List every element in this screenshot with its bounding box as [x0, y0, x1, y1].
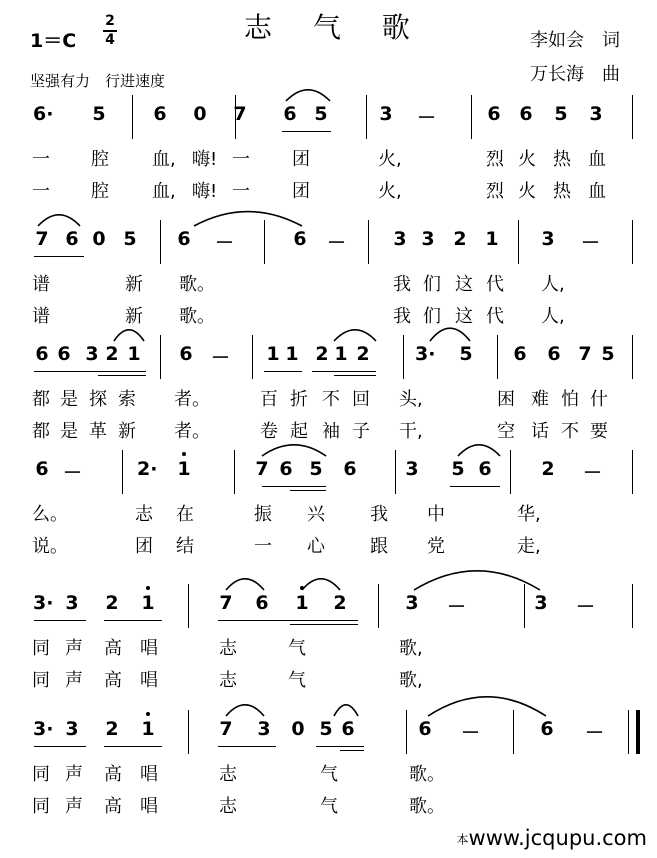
- beam-underline: [262, 486, 326, 487]
- jianpu-note: 3: [65, 718, 79, 740]
- jianpu-note: 1: [485, 228, 499, 250]
- slur: [114, 330, 144, 341]
- lyric-verse1: 气: [320, 764, 338, 785]
- jianpu-note: 1: [127, 343, 141, 365]
- barline: [160, 220, 161, 264]
- jianpu-note: 2: [315, 343, 329, 365]
- slur: [286, 90, 330, 101]
- jianpu-note: 6: [279, 458, 293, 480]
- lyric-verse2: 歌,: [399, 670, 423, 691]
- jianpu-note: －: [63, 462, 83, 484]
- lyric-verse2: 气: [288, 670, 306, 691]
- lyric-verse2: 同: [32, 670, 50, 691]
- lyric-verse2: 人,: [541, 306, 565, 327]
- lyric-verse1: 气: [288, 638, 306, 659]
- jianpu-note: 3: [421, 228, 435, 250]
- lyric-verse2: 高: [104, 670, 122, 691]
- slur: [226, 705, 264, 716]
- slur: [334, 330, 376, 341]
- jianpu-note: 0: [92, 228, 106, 250]
- jianpu-note: 6: [177, 228, 191, 250]
- lyric-verse2: 团: [135, 536, 153, 557]
- barline: [252, 335, 253, 379]
- barline: [378, 584, 379, 628]
- lyric-verse1: 一: [32, 149, 50, 170]
- lyric-verse1: 这: [455, 274, 473, 295]
- barline: [513, 710, 514, 754]
- jianpu-note: 2: [105, 592, 119, 614]
- lyric-verse1: 火,: [378, 149, 402, 170]
- barline: [403, 335, 404, 379]
- lyric-verse1: 我: [393, 274, 411, 295]
- jianpu-note: 2: [356, 343, 370, 365]
- lyric-verse1: 声: [65, 764, 83, 785]
- beam-underline: [34, 371, 146, 372]
- octave-dot: [300, 586, 304, 590]
- time-signature-top: 2: [105, 13, 115, 29]
- lyric-verse2: 血,: [152, 181, 176, 202]
- barline: [518, 220, 519, 264]
- lyric-verse1: 都: [32, 389, 50, 410]
- jianpu-note: 6: [547, 343, 561, 365]
- key-signature: 1＝C: [30, 30, 77, 52]
- barline: [632, 335, 633, 379]
- lyric-verse1: 一: [232, 149, 250, 170]
- jianpu-note: 6: [35, 343, 49, 365]
- jianpu-note: 3: [393, 228, 407, 250]
- jianpu-note: 1: [334, 343, 348, 365]
- beam-underline: [218, 746, 276, 747]
- time-signature-bottom: 4: [105, 32, 115, 48]
- lyric-verse1: 振: [254, 504, 272, 525]
- jianpu-note: 5: [459, 343, 473, 365]
- jianpu-note: 2: [105, 718, 119, 740]
- lyric-verse2: 说。: [32, 536, 68, 557]
- jianpu-note: －: [583, 462, 603, 484]
- barline: [235, 95, 236, 139]
- lyric-verse1: 志: [219, 764, 237, 785]
- lyric-verse1: 声: [65, 638, 83, 659]
- jianpu-note: 6: [478, 458, 492, 480]
- lyric-verse2: 起: [290, 421, 308, 442]
- lyric-verse1: 什: [590, 389, 608, 410]
- lyric-verse2: 热: [553, 181, 571, 202]
- octave-dot: [182, 452, 186, 456]
- jianpu-note: 2: [333, 592, 347, 614]
- octave-dot: [146, 586, 150, 590]
- jianpu-note: －: [581, 232, 601, 254]
- jianpu-note: 1: [141, 592, 155, 614]
- beam-underline: [34, 746, 86, 747]
- lyric-verse1: 中: [427, 504, 445, 525]
- lyric-verse2: 党: [427, 536, 445, 557]
- lyric-verse2: 代: [486, 306, 504, 327]
- lyric-verse1: 志: [219, 638, 237, 659]
- jianpu-note: 2: [105, 343, 119, 365]
- lyric-verse1: 索: [118, 389, 136, 410]
- jianpu-note: －: [417, 107, 437, 129]
- beam-underline: [104, 746, 162, 747]
- slur: [194, 212, 302, 226]
- jianpu-note: 3·: [415, 343, 436, 365]
- lyric-verse2: 火,: [378, 181, 402, 202]
- slur: [458, 445, 500, 456]
- lyric-verse1: 人,: [541, 274, 565, 295]
- beam-underline: [340, 750, 364, 751]
- jianpu-note: 6: [343, 458, 357, 480]
- octave-dot: [146, 712, 150, 716]
- lyric-verse2: 们: [423, 306, 441, 327]
- jianpu-note: 2·: [137, 458, 158, 480]
- barline: [632, 220, 633, 264]
- barline: [188, 584, 189, 628]
- lyric-verse2: 唱: [140, 670, 158, 691]
- jianpu-note: 6: [487, 103, 501, 125]
- lyric-verse1: 兴: [307, 504, 325, 525]
- barline: [395, 450, 396, 494]
- lyric-verse1: 怕: [561, 389, 579, 410]
- lyric-verse1: 团: [292, 149, 310, 170]
- barline: [188, 710, 189, 754]
- lyric-verse2: 一: [32, 181, 50, 202]
- lyric-verse2: 烈: [486, 181, 504, 202]
- jianpu-note: 1: [141, 718, 155, 740]
- lyric-verse2: 一: [254, 536, 272, 557]
- beam-underline: [316, 746, 364, 747]
- jianpu-note: 5: [451, 458, 465, 480]
- jianpu-note: 1: [285, 343, 299, 365]
- lyric-verse1: 同: [32, 638, 50, 659]
- jianpu-note: 6: [255, 592, 269, 614]
- lyric-verse2: 志: [219, 670, 237, 691]
- lyric-verse1: 同: [32, 764, 50, 785]
- jianpu-note: 2: [541, 458, 555, 480]
- lyric-verse2: 同: [32, 796, 50, 817]
- lyric-verse1: 歌,: [399, 638, 423, 659]
- jianpu-note: 3: [65, 592, 79, 614]
- lyric-verse1: 者。: [174, 389, 210, 410]
- lyric-verse2: 不: [561, 421, 579, 442]
- composer-credit: 万长海 曲: [530, 64, 620, 85]
- slur: [430, 328, 470, 341]
- barline: [368, 220, 369, 264]
- jianpu-note: 5: [319, 718, 333, 740]
- lyric-verse1: 新: [125, 274, 143, 295]
- barline: [632, 95, 633, 139]
- lyric-verse1: 歌。: [409, 764, 445, 785]
- jianpu-note: 6·: [33, 103, 54, 125]
- slur: [414, 571, 540, 590]
- beam-underline: [218, 620, 358, 621]
- barline: [497, 335, 498, 379]
- lyric-verse2: 高: [104, 796, 122, 817]
- jianpu-note: 2: [453, 228, 467, 250]
- jianpu-note: 6: [65, 228, 79, 250]
- lyric-verse2: 革: [89, 421, 107, 442]
- lyric-verse2: 血: [588, 181, 606, 202]
- barline: [471, 95, 472, 139]
- lyric-verse1: 嗨!: [192, 149, 218, 170]
- barline: [366, 95, 367, 139]
- beam-underline: [98, 375, 146, 376]
- jianpu-note: 5: [92, 103, 106, 125]
- jianpu-note: 0: [291, 718, 305, 740]
- jianpu-note: 6: [283, 103, 297, 125]
- jianpu-note: 5: [309, 458, 323, 480]
- jianpu-note: 3: [379, 103, 393, 125]
- lyric-verse1: 头,: [399, 389, 423, 410]
- jianpu-note: 6: [540, 718, 554, 740]
- slur: [334, 705, 358, 716]
- lyric-verse1: 不: [322, 389, 340, 410]
- lyric-verse1: 血: [588, 149, 606, 170]
- jianpu-note: 3: [534, 592, 548, 614]
- lyric-verse2: 结: [176, 536, 194, 557]
- barline: [524, 584, 525, 628]
- barline: [406, 710, 407, 754]
- jianpu-note: 3: [257, 718, 271, 740]
- jianpu-note: 6: [513, 343, 527, 365]
- beam-underline: [450, 486, 500, 487]
- lyric-verse1: 么。: [32, 504, 68, 525]
- barline: [132, 95, 133, 139]
- lyric-verse1: 高: [104, 638, 122, 659]
- jianpu-note: 3: [589, 103, 603, 125]
- lyric-verse1: 代: [486, 274, 504, 295]
- jianpu-note: 6: [57, 343, 71, 365]
- jianpu-note: 6: [418, 718, 432, 740]
- jianpu-note: 3: [405, 592, 419, 614]
- jianpu-note: 5: [554, 103, 568, 125]
- lyric-verse2: 团: [292, 181, 310, 202]
- barline: [632, 450, 633, 494]
- jianpu-note: 3·: [33, 592, 54, 614]
- beam-underline: [282, 131, 331, 132]
- lyric-verse2: 都: [32, 421, 50, 442]
- lyric-verse2: 志: [219, 796, 237, 817]
- slur: [428, 697, 546, 716]
- lyric-verse1: 志: [135, 504, 153, 525]
- barline: [264, 220, 265, 264]
- lyric-verse2: 话: [531, 421, 549, 442]
- final-barline: [636, 710, 640, 754]
- barline: [628, 710, 629, 754]
- lyric-verse2: 心: [307, 536, 325, 557]
- jianpu-note: －: [447, 596, 467, 618]
- song-title: 志 气 歌: [244, 11, 426, 44]
- jianpu-note: 6: [179, 343, 193, 365]
- beam-underline: [34, 620, 86, 621]
- jianpu-note: 3·: [33, 718, 54, 740]
- lyric-verse2: 卷: [260, 421, 278, 442]
- lyric-verse2: 袖: [322, 421, 340, 442]
- jianpu-note: 3: [541, 228, 555, 250]
- lyric-verse1: 烈: [486, 149, 504, 170]
- watermark-prefix: 本: [456, 832, 469, 847]
- lyric-verse1: 折: [290, 389, 308, 410]
- barline: [510, 450, 511, 494]
- lyric-verse1: 唱: [140, 764, 158, 785]
- jianpu-note: 7: [233, 103, 247, 125]
- lyric-verse1: 难: [531, 389, 549, 410]
- barline: [632, 584, 633, 628]
- time-signature: [102, 14, 118, 48]
- barline: [234, 450, 235, 494]
- jianpu-note: 7: [578, 343, 592, 365]
- lyric-verse1: 困: [497, 389, 515, 410]
- lyric-verse2: 走,: [517, 536, 541, 557]
- slur: [38, 215, 80, 226]
- slur: [226, 579, 264, 590]
- jianpu-note: －: [576, 596, 596, 618]
- lyric-verse2: 跟: [370, 536, 388, 557]
- lyric-verse1: 火: [518, 149, 536, 170]
- lyric-verse2: 干,: [399, 421, 423, 442]
- lyric-verse1: 热: [553, 149, 571, 170]
- jianpu-note: 5: [123, 228, 137, 250]
- lyric-verse1: 高: [104, 764, 122, 785]
- lyric-verse2: 一: [232, 181, 250, 202]
- lyric-verse1: 血,: [152, 149, 176, 170]
- jianpu-note: 6: [341, 718, 355, 740]
- lyric-verse1: 华,: [517, 504, 541, 525]
- lyric-verse2: 谱: [32, 306, 50, 327]
- beam-underline: [104, 620, 162, 621]
- beam-underline: [334, 375, 376, 376]
- jianpu-note: 7: [255, 458, 269, 480]
- watermark-url: www.jcqupu.com: [468, 826, 647, 850]
- beam-underline: [290, 624, 358, 625]
- lyric-verse2: 者。: [174, 421, 210, 442]
- lyric-verse1: 唱: [140, 638, 158, 659]
- beam-underline: [312, 371, 376, 372]
- barline: [160, 335, 161, 379]
- lyric-verse2: 这: [455, 306, 473, 327]
- jianpu-note: 5: [314, 103, 328, 125]
- jianpu-note: 1: [266, 343, 280, 365]
- lyric-verse2: 气: [320, 796, 338, 817]
- jianpu-note: 0: [193, 103, 207, 125]
- lyric-verse2: 声: [65, 670, 83, 691]
- beam-underline: [290, 490, 326, 491]
- lyric-verse2: 火: [518, 181, 536, 202]
- lyric-verse2: 是: [60, 421, 78, 442]
- lyric-verse1: 探: [89, 389, 107, 410]
- lyric-verse1: 百: [260, 389, 278, 410]
- jianpu-note: 7: [35, 228, 49, 250]
- beam-underline: [34, 256, 84, 257]
- jianpu-note: 7: [219, 592, 233, 614]
- jianpu-note: －: [461, 722, 481, 744]
- slur: [302, 579, 340, 590]
- jianpu-note: 1: [295, 592, 309, 614]
- lyric-verse2: 唱: [140, 796, 158, 817]
- lyric-verse2: 要: [590, 421, 608, 442]
- lyric-verse2: 歌。: [409, 796, 445, 817]
- lyric-verse1: 歌。: [179, 274, 215, 295]
- lyric-verse1: 回: [352, 389, 370, 410]
- jianpu-note: 5: [601, 343, 615, 365]
- lyric-verse1: 是: [60, 389, 78, 410]
- lyric-verse2: 腔: [91, 181, 109, 202]
- slur: [262, 445, 326, 456]
- lyric-verse2: 嗨!: [192, 181, 218, 202]
- jianpu-note: 6: [35, 458, 49, 480]
- lyric-verse1: 在: [176, 504, 194, 525]
- jianpu-note: 3: [85, 343, 99, 365]
- jianpu-note: －: [585, 722, 605, 744]
- lyric-verse2: 我: [393, 306, 411, 327]
- lyric-verse2: 空: [497, 421, 515, 442]
- jianpu-note: －: [215, 232, 235, 254]
- jianpu-note: 3: [405, 458, 419, 480]
- lyric-verse2: 新: [118, 421, 136, 442]
- jianpu-note: 6: [153, 103, 167, 125]
- lyric-verse1: 谱: [32, 274, 50, 295]
- lyric-verse1: 腔: [91, 149, 109, 170]
- beam-underline: [264, 371, 302, 372]
- lyricist-credit: 李如会 词: [530, 30, 620, 51]
- lyric-verse1: 们: [423, 274, 441, 295]
- lyric-verse1: 我: [370, 504, 388, 525]
- lyric-verse2: 子: [352, 421, 370, 442]
- watermark: [457, 826, 647, 850]
- jianpu-note: －: [211, 347, 231, 369]
- jianpu-note: －: [327, 232, 347, 254]
- lyric-verse2: 新: [125, 306, 143, 327]
- jianpu-note: 7: [219, 718, 233, 740]
- jianpu-note: 6: [293, 228, 307, 250]
- jianpu-note: 6: [519, 103, 533, 125]
- lyric-verse2: 歌。: [179, 306, 215, 327]
- tempo-marking: 坚强有力 行进速度: [30, 72, 166, 90]
- jianpu-note: 1: [177, 458, 191, 480]
- lyric-verse2: 声: [65, 796, 83, 817]
- barline: [122, 450, 123, 494]
